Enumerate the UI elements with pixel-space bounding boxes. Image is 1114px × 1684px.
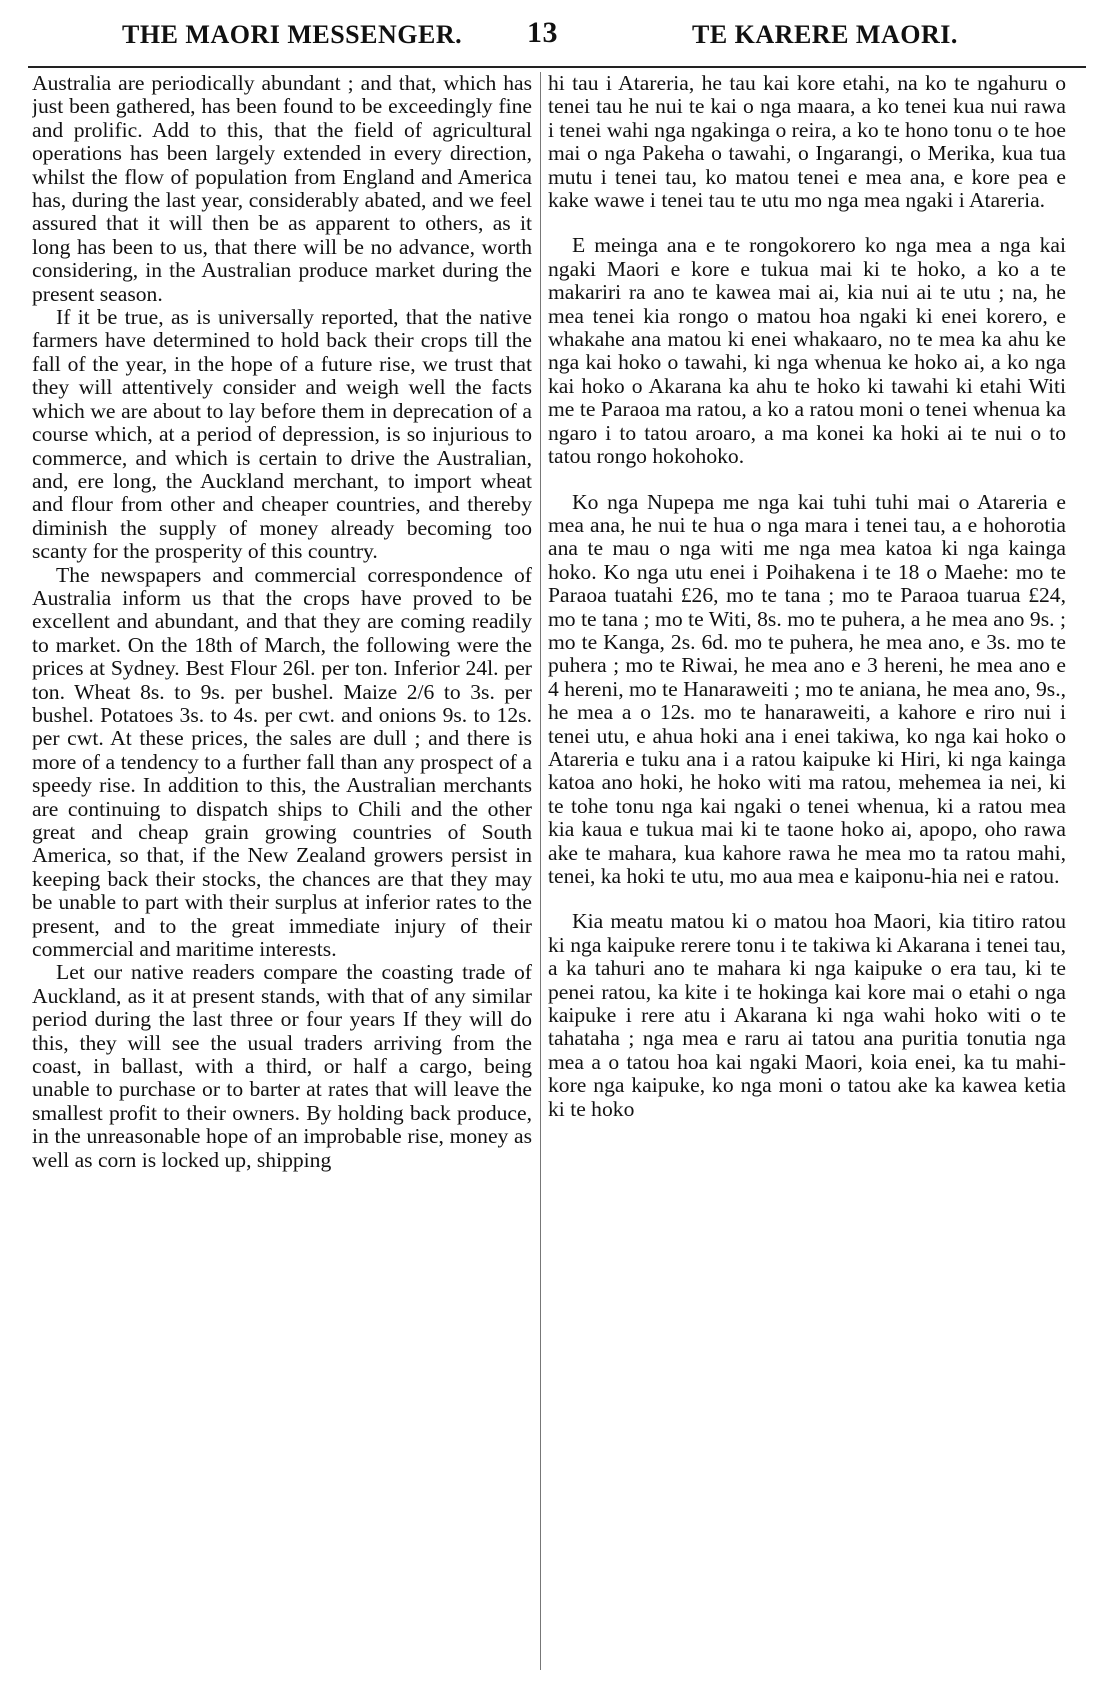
masthead [30, 12, 1084, 58]
page-number: 13 [527, 16, 558, 49]
header-rule [28, 66, 1086, 68]
masthead-english-title: THE MAORI MESSENGER. [122, 20, 463, 49]
english-paragraph: The newspapers and commercial correspondence of Australia inform us that the crops have proved to be excellent and abundant, and that they are coming readily to market. On the 18th of March, the following were the prices at Sydney. Best Flour 26l. per ton. Inferior 24l. per ton. Wheat 8s. to 9s. per bushel. Maize 2/6 to 3s. per bushel. Potatoes 3s. to 4s. per cwt. and onions 9s. to 12s. per cwt. At these prices, the sales are dull ; and there is more of a tendency to a further fall than any prospect of a speedy rise. In addition to this, the Australian merchants are continuing to dispatch ships to Chili and the other great and cheap grain growing countries of South America, so that, if the New Zealand growers persist in keeping back their stocks, the chances are that they may be unable to part with their surplus at inferior rates to the present, and to the great immediate injury of their commercial and maritime interests. [32, 562, 532, 962]
english-paragraph: Australia are periodically abundant ; and that, which has just been gathered, has been found to be exceedingly fine and prolific. Add to this, that the field of agricultural operations has been largely extended in every direction, whilst the flow of population from England and America has, during the last year, considerably abated, and we feel assured that it will then be as apparent to others, as it long has been to us, that there will be no advance, worth considering, in the Australian produce market during the present season. [32, 72, 532, 306]
column-divider [540, 72, 541, 1670]
english-paragraph: Let our native readers compare the coasting trade of Auckland, as it at present stands, with that of any similar period during the last three or four years If they will do this, they will see the usual traders arriving from the coast, in ballast, with a third, or half a cargo, being unable to purchase or to barter at rates that will leave the smallest profit to their owners. By holding back produce, in the unreasonable hope of an improbable rise, money as well as corn is locked up, shipping [32, 960, 532, 1172]
maori-column [548, 72, 1066, 1674]
maori-paragraph: hi tau i Atareria, he tau kai kore etahi, na ko te ngahuru o tenei tau he nui te kai o nga maara, a ko tenei kua nui rawa i tenei wahi nga ngakinga o reira, a ko te hono tonu o te hoe mai o nga Pakeha o tawahi, o Ingarangi, o Merika, kua tua mutu i tenei tau, ko matou tenei e mea ana, e kore pea e kake wawe i tenei tau te utu mo nga mea ngaki i Atareria. [548, 72, 1066, 213]
maori-paragraph: Ko nga Nupepa me nga kai tuhi tuhi mai o Atareria e mea ana, he nui te hua o nga mara i tenei tau, a e hohorotia ana te mau o nga witi me nga mea katoa ki nga kainga hoko. Ko nga utu enei i Poihakena i te 18 o Maehe: mo te Paraoa tuatahi £26, mo te tana ; mo te Paraoa tuarua £24, mo te tana ; mo te Witi, 8s. mo te puhera, a he mea ano 9s. ; mo te Kanga, 2s. 6d. mo te puhera, he mea ano, e 3s. mo te puhera ; mo te Riwai, he mea ano e 3 hereni, he mea ano e 4 hereni, mo te Hanaraweiti ; mo te aniana, he mea ano, 9s., he mea a o 12s. mo te hanaraweiti, a kahore e riro nui i tenei utu, e ahua hoki ana i enei takiwa, ko nga kai hoko o Atareria e tuku ana i a ratou kaipuke ki Hiri, ki nga kainga katoa ano hoki, he hoko witi ma ratou, mehemea ia nei, ki te tohe tonu nga kai ngaki o tenei whenua, ki a ratou mea kia kaua e tukua mai ki te taone hoko ai, apopo, oho rawa ake te mahara, kua kahore rawa he mea mo ta ratou mahi, tenei, ka hoki te utu, mo aua mea e kaiponu-hia nei e ratou. [548, 489, 1066, 888]
english-paragraph: If it be true, as is universally reported, that the native farmers have determined to hold back their crops till the fall of the year, in the hope of a future rise, we trust that they will attentively consider and weigh well the facts which we are about to lay before them in deprecation of a course which, at a period of depression, is so injurious to commerce, and which is certain to drive the Australian, and, ere long, the Auckland merchant, to import wheat and flour from other and cheaper countries, and thereby diminish the supply of money already becoming too scanty for the prosperity of this country. [32, 305, 532, 564]
maori-paragraph: E meinga ana e te rongokorero ko nga mea a nga kai ngaki Maori e kore e tukua mai ki te hoko, a ko a te makariri ra ano te kawea mai ai, kia nui ai te utu ; na, he mea tenei kia rongo o matou hoa ngaki ki enei korero, e whakahe ana matou ki enei whakaaro, no te mea ka ahu ke nga kai hoko o tawahi, ki nga whenua ke hoko ai, a ko nga kai hoko o Akarana ka ahu te hoko ki tawahi ki etahi Witi me te Paraoa ma ratou, a ko a ratou moni o tenei whenua ka ngaro i to tatou aroaro, a ma konei ka hoki ai te nui o to tatou rongo hokohoko. [548, 233, 1066, 469]
masthead-maori-title: TE KARERE MAORI. [692, 20, 958, 49]
english-column [32, 72, 532, 1674]
maori-paragraph: Kia meatu matou ki o matou hoa Maori, kia titiro ratou ki nga kaipuke rerere tonu i te takiwa ki Akarana i tenei tau, a ka tahuri ano te mahara ki nga kaipuke o era tau, ki te penei ratou, ka kite i te hokinga kai kore mai o etahi o nga kaipuke i rere atu i Akarana ki nga wahi hoko witi o te tahataha ; nga mea e raru ai tatou ana puritia tonutia nga mea a o tatou hoa kai ngaki Maori, koia enei, ka tu mahi-kore nga kaipuke, ko nga moni o tatou ake ka kawea ketia ki te hoko [548, 909, 1066, 1121]
